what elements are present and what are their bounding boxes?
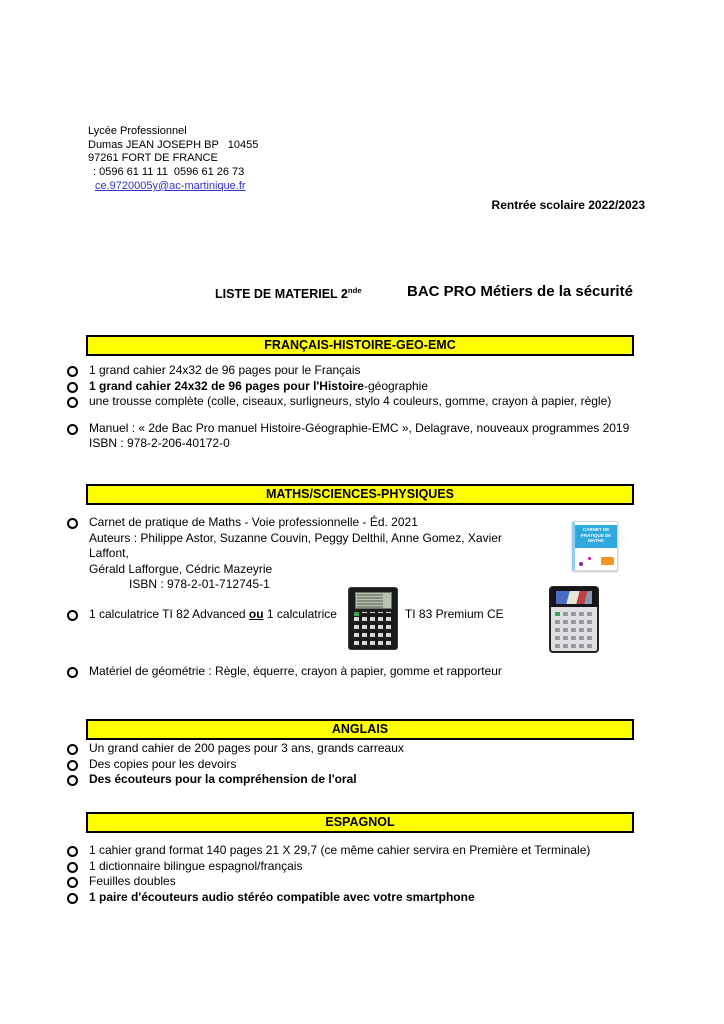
ti83-calculator-image <box>549 586 599 653</box>
item-text: Carnet de pratique de Maths - Voie professionnelle - Éd. 2021 <box>89 515 418 529</box>
item-line <box>89 664 502 680</box>
item-lines <box>89 607 504 623</box>
item-line <box>89 363 361 379</box>
bullet-icon <box>67 862 78 873</box>
section <box>0 719 724 788</box>
list-item <box>64 664 670 680</box>
item-line <box>89 379 428 395</box>
bullet-icon <box>67 744 78 755</box>
workbook-decoration <box>579 562 583 566</box>
list-item <box>64 379 670 395</box>
program-title: BAC PRO Métiers de la sécurité <box>407 283 633 300</box>
item-text: Auteurs : Philippe Astor, Suzanne Couvin, Peggy Delthil, Anne Gomez, Xavier <box>89 530 502 545</box>
list-item <box>64 772 670 788</box>
item-line <box>89 515 502 531</box>
list-item <box>64 741 670 757</box>
list-title <box>215 286 362 301</box>
item-line <box>89 562 502 578</box>
list-item <box>64 890 670 906</box>
item-lines <box>89 379 428 395</box>
school-name: Lycée Professionnel <box>88 125 187 137</box>
item-line <box>89 577 502 593</box>
bullet-icon <box>67 667 78 678</box>
item-text: 1 calculatrice <box>263 606 337 621</box>
item-lines <box>89 741 404 757</box>
school-phone: : 0596 61 11 11 0596 61 26 73 <box>93 165 245 178</box>
section <box>0 335 724 452</box>
section-title: FRANÇAIS-HISTOIRE-GEO-EMC <box>264 338 456 352</box>
item-line <box>89 546 502 562</box>
workbook-decoration <box>601 557 614 565</box>
item-line <box>89 757 236 773</box>
list-title-text: LISTE DE MATERIEL 2 <box>215 287 348 302</box>
school-address-line1: Dumas JEAN JOSEPH BP 10455 <box>88 138 259 151</box>
item-text: 1 paire d'écouteurs audio stéréo compatible avec votre smartphone <box>89 889 475 904</box>
item-line <box>89 436 629 452</box>
bullet-icon <box>67 382 78 393</box>
item-text: Des écouteurs pour la compréhension de l'oral <box>89 772 357 786</box>
item-text: ISBN : 978-2-01-712745-1 <box>129 577 270 591</box>
section-items <box>64 363 670 452</box>
section-items <box>64 741 670 788</box>
math-workbook-title-line: PRATIQUE DE <box>580 532 612 538</box>
item-text: une trousse complète (colle, ciseaux, surligneurs, stylo 4 couleurs, gomme, crayon à papier, règle) <box>89 394 612 408</box>
section-title: ESPAGNOL <box>325 815 395 829</box>
school-address-line2: 97261 FORT DE FRANCE <box>88 152 218 164</box>
item-line <box>89 874 176 890</box>
calculator-screen <box>355 592 392 609</box>
item-text: Matériel de géométrie : Règle, équerre, crayon à papier, gomme et rapporteur <box>89 664 502 678</box>
math-workbook-title-line: MATHS <box>588 538 604 543</box>
item-lines <box>89 515 502 593</box>
item-line <box>89 607 504 623</box>
section-banner <box>86 719 634 740</box>
list-item <box>64 874 670 890</box>
school-email-link[interactable]: ce.9720005y@ac-martinique.fr <box>95 180 246 192</box>
grade-superscript: nde <box>347 286 362 295</box>
list-item <box>64 421 670 452</box>
calculator-keypad <box>354 612 392 645</box>
bullet-icon <box>67 397 78 408</box>
item-lines <box>89 772 357 788</box>
list-item <box>64 363 670 379</box>
calculator-label: TI 83 Premium CE <box>404 606 504 621</box>
calculator-key <box>354 612 359 616</box>
item-text: Des copies pour les devoirs <box>89 756 237 771</box>
math-workbook-cover-image <box>572 521 618 571</box>
item-text: 1 cahier grand format 140 pages 21 X 29,7 (ce même cahier servira en Première et Terminale) <box>89 843 591 857</box>
math-workbook-title-line: CARNET DE <box>582 527 610 532</box>
item-text: Laffont, <box>89 546 129 560</box>
item-line <box>89 421 629 437</box>
item-lines <box>89 664 502 680</box>
item-text: -géographie <box>363 378 429 393</box>
section-items <box>64 843 670 905</box>
item-lines <box>89 363 361 379</box>
item-lines <box>89 394 611 410</box>
item-lines <box>89 843 590 859</box>
section <box>0 484 724 680</box>
bullet-icon <box>67 760 78 771</box>
section <box>0 812 724 905</box>
item-text: 1 grand cahier 24x32 de 96 pages pour le Français <box>89 363 361 377</box>
calculator-screen <box>556 591 592 604</box>
bullet-icon <box>67 610 78 621</box>
calculator-keypad <box>555 612 593 648</box>
school-year-label: Rentrée scolaire 2022/2023 <box>491 198 645 212</box>
item-line <box>89 394 611 410</box>
section-banner <box>86 812 634 833</box>
bullet-icon <box>67 846 78 857</box>
bullet-icon <box>67 366 78 377</box>
list-item <box>64 859 670 875</box>
item-text: ISBN : 978-2-206-40172-0 <box>89 436 230 450</box>
bullet-icon <box>67 518 78 529</box>
item-text: 1 calculatrice TI 82 Advanced <box>89 606 249 621</box>
bullet-icon <box>67 877 78 888</box>
bullet-icon <box>67 893 78 904</box>
item-text: Manuel : « 2de Bac Pro manuel Histoire-Géographie-EMC », Delagrave, nouveaux programmes 2019 <box>89 420 630 435</box>
item-text: ou <box>248 606 264 621</box>
item-text: Gérald Lafforgue, Cédric Mazeyrie <box>89 561 273 576</box>
item-lines <box>89 874 176 890</box>
item-lines <box>89 757 236 773</box>
math-workbook-title <box>575 525 617 548</box>
item-text: 1 grand cahier 24x32 de 96 pages pour l'Histoire <box>89 378 364 393</box>
bullet-icon <box>67 424 78 435</box>
calculator-key <box>555 612 560 616</box>
ti82-calculator-image <box>348 587 398 650</box>
item-line <box>89 843 590 859</box>
item-line <box>89 772 357 788</box>
item-line <box>89 741 404 757</box>
list-item <box>64 843 670 859</box>
item-lines <box>89 421 629 452</box>
section-banner <box>86 484 634 505</box>
item-lines <box>89 890 475 906</box>
school-header <box>88 125 258 194</box>
item-text: Un grand cahier de 200 pages pour 3 ans, grands carreaux <box>89 741 404 755</box>
item-line <box>89 859 302 875</box>
list-item <box>64 394 670 410</box>
list-item <box>64 757 670 773</box>
section-banner <box>86 335 634 356</box>
item-line <box>89 890 475 906</box>
section-title: MATHS/SCIENCES-PHYSIQUES <box>266 487 454 501</box>
item-text: Feuilles doubles <box>89 874 176 888</box>
item-line <box>89 531 502 547</box>
bullet-icon <box>67 775 78 786</box>
item-text: 1 dictionnaire bilingue espagnol/français <box>89 858 303 873</box>
workbook-decoration <box>588 557 591 560</box>
item-lines <box>89 859 302 875</box>
section-title: ANGLAIS <box>331 722 389 736</box>
